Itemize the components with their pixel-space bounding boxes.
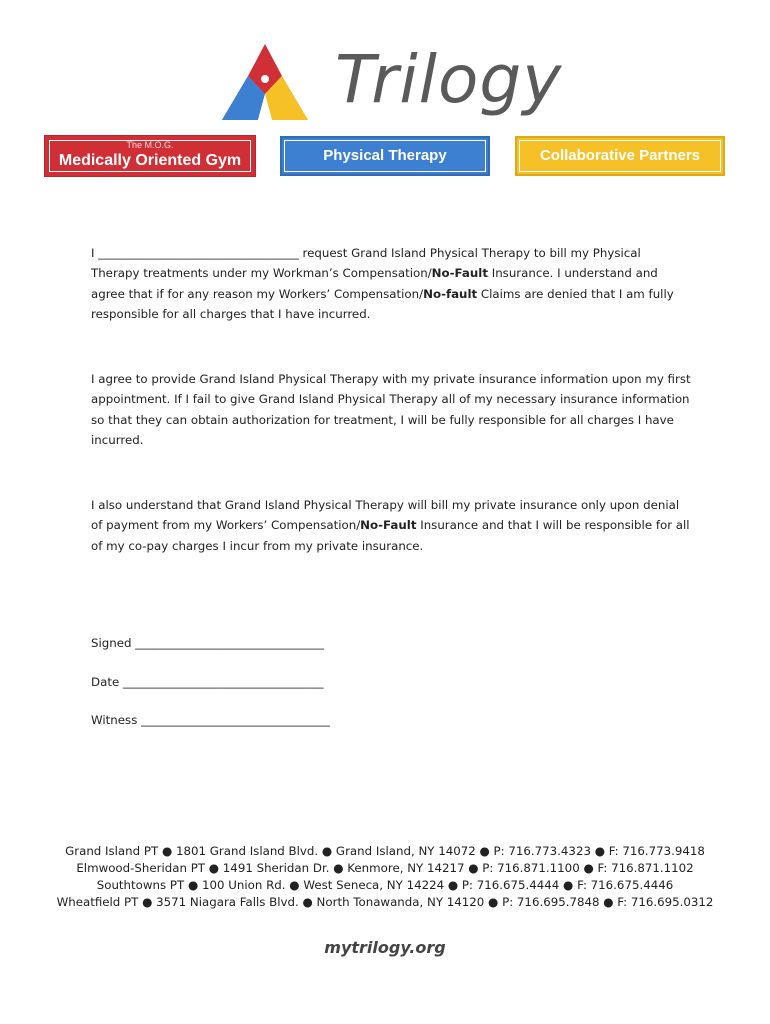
banner-collaborative-partners xyxy=(515,136,725,176)
no-fault-term: No-Fault xyxy=(360,518,417,533)
location-line: Wheatfield PT ● 3571 Niagara Falls Blvd. ● North Tonawanda, NY 14120 ● P: 716.695.7848 ● F: 716.695.0312 xyxy=(56,895,714,909)
signed-field[interactable]: Signed ________________________________ xyxy=(91,636,324,650)
trilogy-logo xyxy=(220,41,563,122)
banner-mog-title: Medically Oriented Gym xyxy=(58,152,242,169)
location-line: Southtowns PT ● 100 Union Rd. ● West Seneca, NY 14224 ● P: 716.675.4444 ● F: 716.675.4446 xyxy=(96,878,674,892)
no-fault-term: No-Fault xyxy=(431,266,488,281)
witness-field[interactable]: Witness ________________________________ xyxy=(91,713,330,727)
banner-medically-oriented-gym xyxy=(45,136,255,176)
paragraph-text: Claims are denied that I am fully responsible for all charges that I have incurred. xyxy=(91,286,674,321)
paragraph-copay xyxy=(91,495,691,556)
location-line: Grand Island PT ● 1801 Grand Island Blvd. ● Grand Island, NY 14072 ● P: 716.773.4323 ● F: 716.773.9418 xyxy=(65,844,705,858)
paragraph-text: I also understand that Grand Island Physical Therapy will bill my private insurance only upon denial of payment from my Workers’ Compensation/ xyxy=(91,498,680,533)
paragraph-text: Insurance and that I will be responsible for all of my co-pay charges I incur from my private insurance. xyxy=(91,518,690,553)
no-fault-term: No-fault xyxy=(423,286,478,301)
banner-mog-small: The M.O.G. xyxy=(126,140,174,150)
paragraph-private-insurance: I agree to provide Grand Island Physical Therapy with my private insurance information upon my first appointment. If I fail to give Grand Island Physical Therapy all of my necessary insurance information so that they can obtain authorization for treatment, I will be fully responsible for all charges I have incurred. xyxy=(91,372,691,447)
locations-footer xyxy=(0,843,770,911)
banner-physical-therapy xyxy=(280,136,490,176)
website-link[interactable]: mytrilogy.org xyxy=(324,938,446,957)
brand-name: Trilogy xyxy=(335,41,563,118)
triangle-logo-icon xyxy=(220,42,310,122)
date-field[interactable]: Date __________________________________ xyxy=(91,675,324,689)
paragraph-billing-request xyxy=(91,243,691,324)
paragraph-text: I __________________________________ request Grand Island Physical Therapy to bill my Physical Therapy treatments under my Workman’s Compensation/ xyxy=(91,246,641,281)
paragraph-text: Insurance. I understand and agree that if for any reason my Workers’ Compensation/ xyxy=(91,266,658,301)
banner-physical-therapy-label: Physical Therapy xyxy=(323,147,447,164)
banner-collaborative-label: Collaborative Partners xyxy=(539,147,701,164)
location-line: Elmwood-Sheridan PT ● 1491 Sheridan Dr. ● Kenmore, NY 14217 ● P: 716.871.1100 ● F: 716.871.1102 xyxy=(76,861,694,875)
